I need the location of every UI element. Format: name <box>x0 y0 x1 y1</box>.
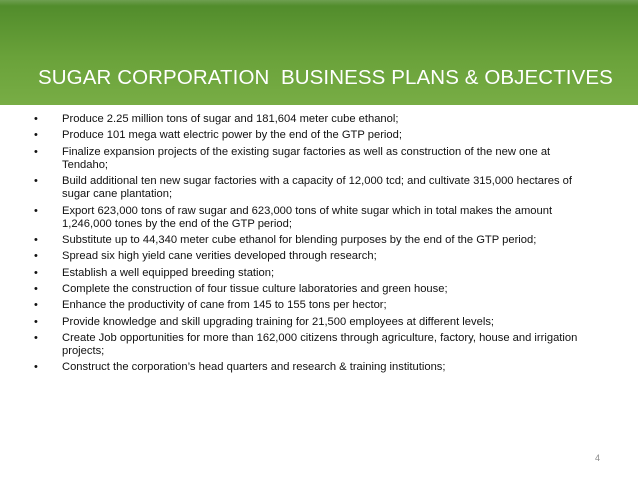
bullet-icon: • <box>34 175 38 188</box>
list-item-text: Establish a well equipped breeding station; <box>62 266 275 279</box>
slide-title: SUGAR CORPORATION BUSINESS PLANS & OBJECTIVES <box>38 66 613 89</box>
list-item <box>34 332 596 358</box>
list-item <box>34 267 596 280</box>
list-item <box>34 205 596 231</box>
list-item-text: Export 623,000 tons of raw sugar and 623,000 tons of white sugar which in total makes the amount 1,246,000 tones by the end of the GTP period; <box>62 204 553 230</box>
bullet-icon: • <box>34 234 38 247</box>
bullet-icon: • <box>34 315 38 328</box>
list-item <box>34 299 596 312</box>
list-item <box>34 283 596 296</box>
bullet-icon: • <box>34 361 38 374</box>
list-item <box>34 113 596 126</box>
bullet-icon: • <box>34 250 38 263</box>
bullet-icon: • <box>34 266 38 279</box>
list-item-text: Enhance the productivity of cane from 145 to 155 tons per hector; <box>62 299 387 312</box>
list-item <box>34 361 596 374</box>
slide-body <box>34 113 596 378</box>
list-item <box>34 234 596 247</box>
list-item-text: Spread six high yield cane verities developed through research; <box>62 250 377 263</box>
bullet-icon: • <box>34 282 38 295</box>
list-item-text: Provide knowledge and skill upgrading training for 21,500 employees at different levels; <box>62 315 495 328</box>
objectives-list <box>34 113 596 375</box>
bullet-icon: • <box>34 113 38 125</box>
list-item-text: Produce 2.25 million tons of sugar and 181,604 meter cube ethanol; <box>62 113 399 125</box>
list-item <box>34 146 596 172</box>
list-item-text: Produce 101 mega watt electric power by the end of the GTP period; <box>62 129 402 142</box>
list-item <box>34 129 596 142</box>
banner-highlight <box>0 0 638 6</box>
list-item <box>34 175 596 201</box>
bullet-icon: • <box>34 204 38 217</box>
list-item-text: Finalize expansion projects of the existing sugar factories as well as construction of the new one at Tendaho; <box>62 145 551 171</box>
title-banner <box>0 0 638 105</box>
list-item-text: Complete the construction of four tissue culture laboratories and green house; <box>62 282 448 295</box>
bullet-icon: • <box>34 331 38 344</box>
list-item-text: Substitute up to 44,340 meter cube ethanol for blending purposes by the end of the GTP period; <box>62 234 537 247</box>
bullet-icon: • <box>34 129 38 142</box>
list-item-text: Construct the corporation’s head quarters and research & training institutions; <box>62 361 446 374</box>
list-item-text: Build additional ten new sugar factories with a capacity of 12,000 tcd; and cultivate 315,000 hectares of sugar cane plantation; <box>62 175 572 201</box>
list-item <box>34 250 596 263</box>
list-item-text: Create Job opportunities for more than 162,000 citizens through agriculture, factory, house and irrigation projects; <box>62 331 578 358</box>
page-number: 4 <box>594 453 600 463</box>
bullet-icon: • <box>34 145 38 158</box>
list-item <box>34 316 596 329</box>
bullet-icon: • <box>34 299 38 312</box>
